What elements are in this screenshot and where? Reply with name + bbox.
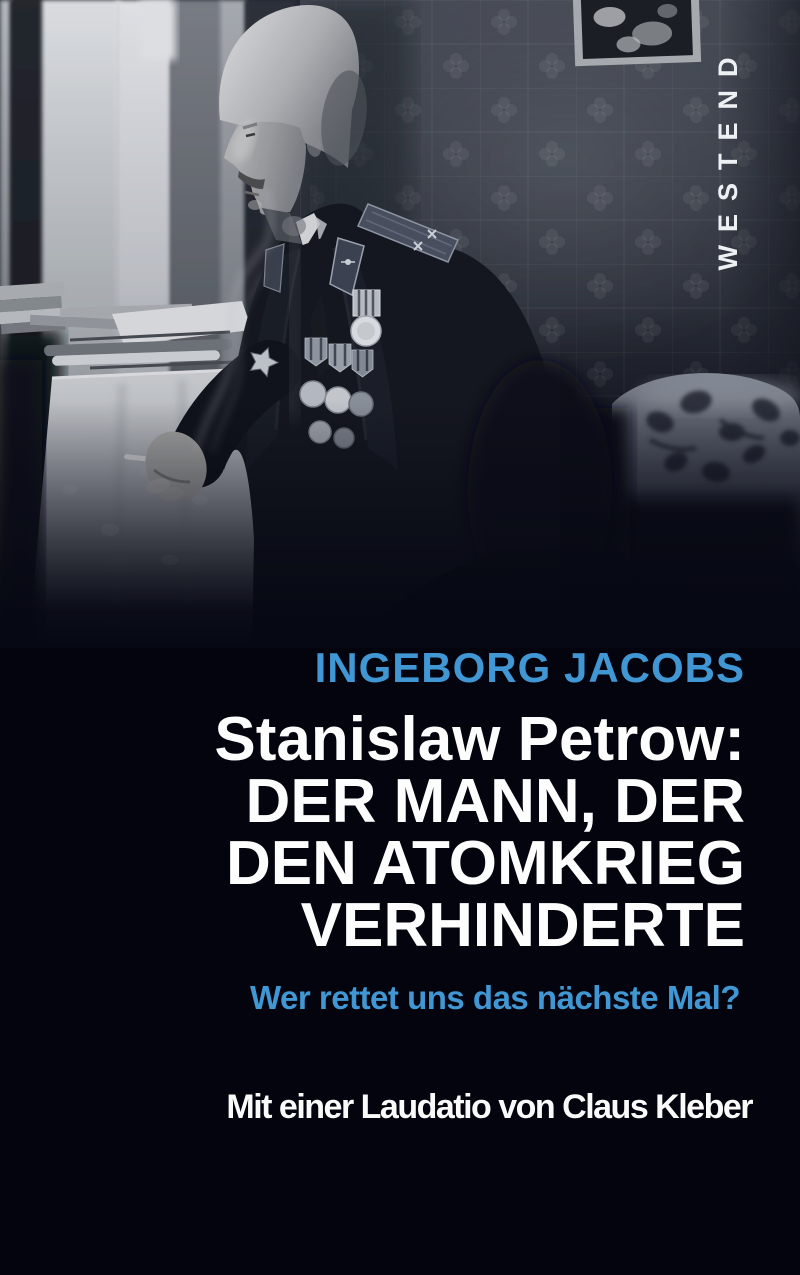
- publisher-logo: WESTEND: [713, 44, 743, 271]
- book-title: [214, 705, 745, 960]
- laudatio-note: Mit einer Laudatio von Claus Kleber: [226, 1088, 752, 1126]
- subtitle: Wer rettet uns das nächste Mal?: [249, 979, 740, 1016]
- title-line-4: VERHINDERTE: [300, 891, 745, 960]
- title-line-2: DER MANN, DER: [245, 767, 745, 836]
- title-line-1: Stanislaw Petrow:: [214, 705, 745, 774]
- title-line-3: DEN ATOMKRIEG: [226, 829, 745, 898]
- author-name: INGEBORG JACOBS: [314, 644, 745, 691]
